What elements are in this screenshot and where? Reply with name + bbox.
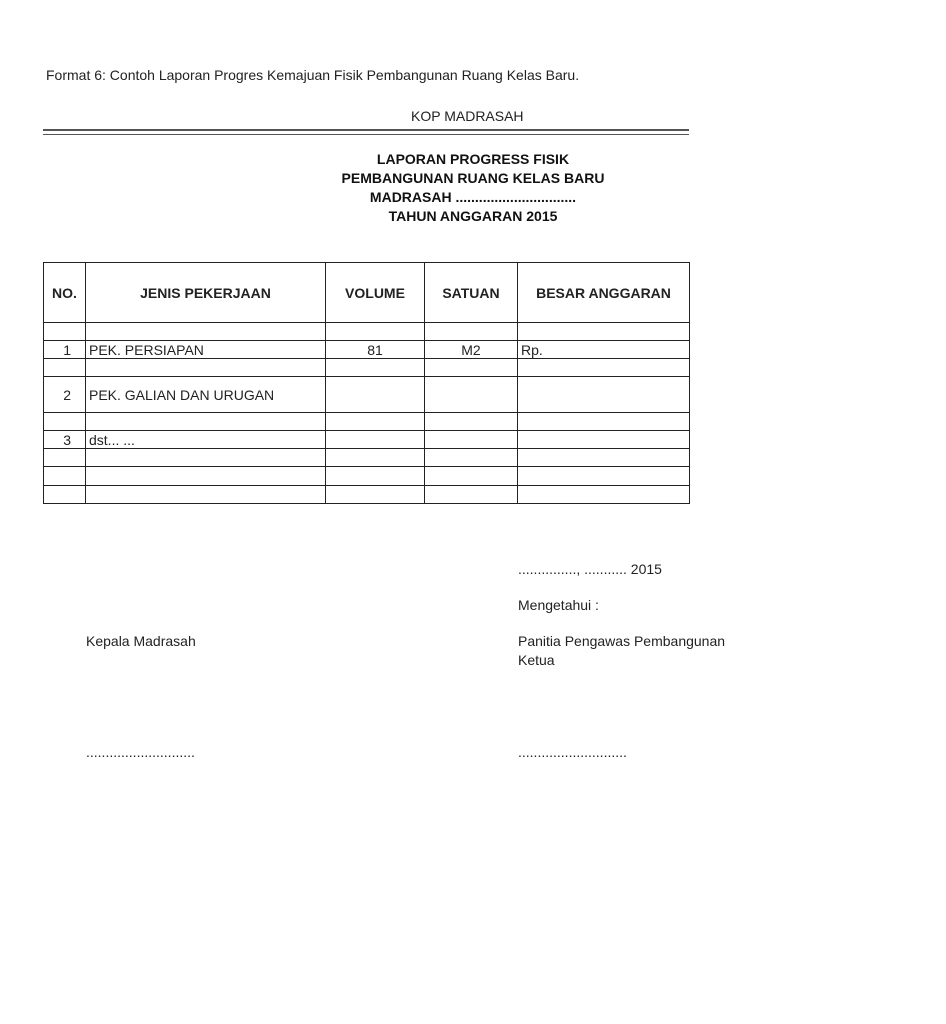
- cell-no: [44, 413, 86, 431]
- cell-jenis-pekerjaan: PEK. GALIAN DAN URUGAN: [86, 377, 326, 413]
- cell-jenis-pekerjaan: PEK. PERSIAPAN: [86, 341, 326, 359]
- cell-besar-anggaran: [518, 413, 690, 431]
- cell-no: [44, 449, 86, 467]
- cell-besar-anggaran: [518, 486, 690, 504]
- cell-besar-anggaran: Rp.: [518, 341, 690, 359]
- header-volume: VOLUME: [326, 263, 425, 323]
- cell-no: 2: [44, 377, 86, 413]
- cell-satuan: [425, 449, 518, 467]
- right-role-2: Ketua: [518, 652, 555, 668]
- cell-no: [44, 359, 86, 377]
- cell-jenis-pekerjaan: [86, 359, 326, 377]
- cell-jenis-pekerjaan: dst... ...: [86, 431, 326, 449]
- right-signature-line: ............................: [518, 744, 627, 760]
- cell-volume: [326, 377, 425, 413]
- cell-no: 3: [44, 431, 86, 449]
- cell-jenis-pekerjaan: [86, 486, 326, 504]
- cell-volume: [326, 486, 425, 504]
- title-line-4: TAHUN ANGGARAN 2015: [388, 208, 558, 224]
- cell-besar-anggaran: [518, 431, 690, 449]
- cell-volume: [326, 413, 425, 431]
- cell-besar-anggaran: [518, 323, 690, 341]
- divider: [43, 129, 689, 131]
- cell-jenis-pekerjaan: [86, 413, 326, 431]
- cell-satuan: [425, 359, 518, 377]
- table-header-row: [44, 263, 690, 323]
- acknowledged-label: Mengetahui :: [518, 597, 599, 613]
- title-line-2: PEMBANGUNAN RUANG KELAS BARU: [341, 170, 605, 186]
- cell-satuan: [425, 413, 518, 431]
- cell-no: 1: [44, 341, 86, 359]
- cell-volume: 81: [326, 341, 425, 359]
- title-line-1: LAPORAN PROGRESS FISIK: [376, 151, 570, 167]
- cell-volume: [326, 359, 425, 377]
- progress-table: [43, 262, 690, 504]
- table-row: [44, 467, 690, 486]
- cell-jenis-pekerjaan: [86, 467, 326, 486]
- header-no: NO.: [44, 263, 86, 323]
- header-jenis-pekerjaan: JENIS PEKERJAAN: [86, 263, 326, 323]
- cell-no: [44, 323, 86, 341]
- header-besar-anggaran: BESAR ANGGARAN: [518, 263, 690, 323]
- table-row: [44, 323, 690, 341]
- cell-satuan: [425, 323, 518, 341]
- cell-besar-anggaran: [518, 467, 690, 486]
- header-satuan: SATUAN: [425, 263, 518, 323]
- cell-volume: [326, 323, 425, 341]
- left-role: Kepala Madrasah: [86, 633, 196, 649]
- table-row: [44, 449, 690, 467]
- left-signature-line: ............................: [86, 744, 195, 760]
- cell-satuan: [425, 377, 518, 413]
- cell-jenis-pekerjaan: [86, 449, 326, 467]
- title-line-3: MADRASAH ...............................: [369, 189, 577, 205]
- table-row: [44, 431, 690, 449]
- table-row: [44, 413, 690, 431]
- cell-jenis-pekerjaan: [86, 323, 326, 341]
- cell-no: [44, 467, 86, 486]
- cell-besar-anggaran: [518, 359, 690, 377]
- table-row: [44, 341, 690, 359]
- cell-satuan: [425, 486, 518, 504]
- signature-date: ..............., ........... 2015: [518, 561, 662, 577]
- cell-besar-anggaran: [518, 449, 690, 467]
- right-role: Panitia Pengawas Pembangunan: [518, 633, 726, 649]
- cell-volume: [326, 449, 425, 467]
- table-row: [44, 377, 690, 413]
- letterhead: KOP MADRASAH: [411, 108, 524, 124]
- cell-volume: [326, 467, 425, 486]
- cell-volume: [326, 431, 425, 449]
- divider: [43, 134, 689, 135]
- table-row: [44, 486, 690, 504]
- caption: Format 6: Contoh Laporan Progres Kemajuan Fisik Pembangunan Ruang Kelas Baru.: [46, 67, 580, 83]
- cell-satuan: M2: [425, 341, 518, 359]
- cell-satuan: [425, 467, 518, 486]
- cell-no: [44, 486, 86, 504]
- cell-satuan: [425, 431, 518, 449]
- table-row: [44, 359, 690, 377]
- cell-besar-anggaran: [518, 377, 690, 413]
